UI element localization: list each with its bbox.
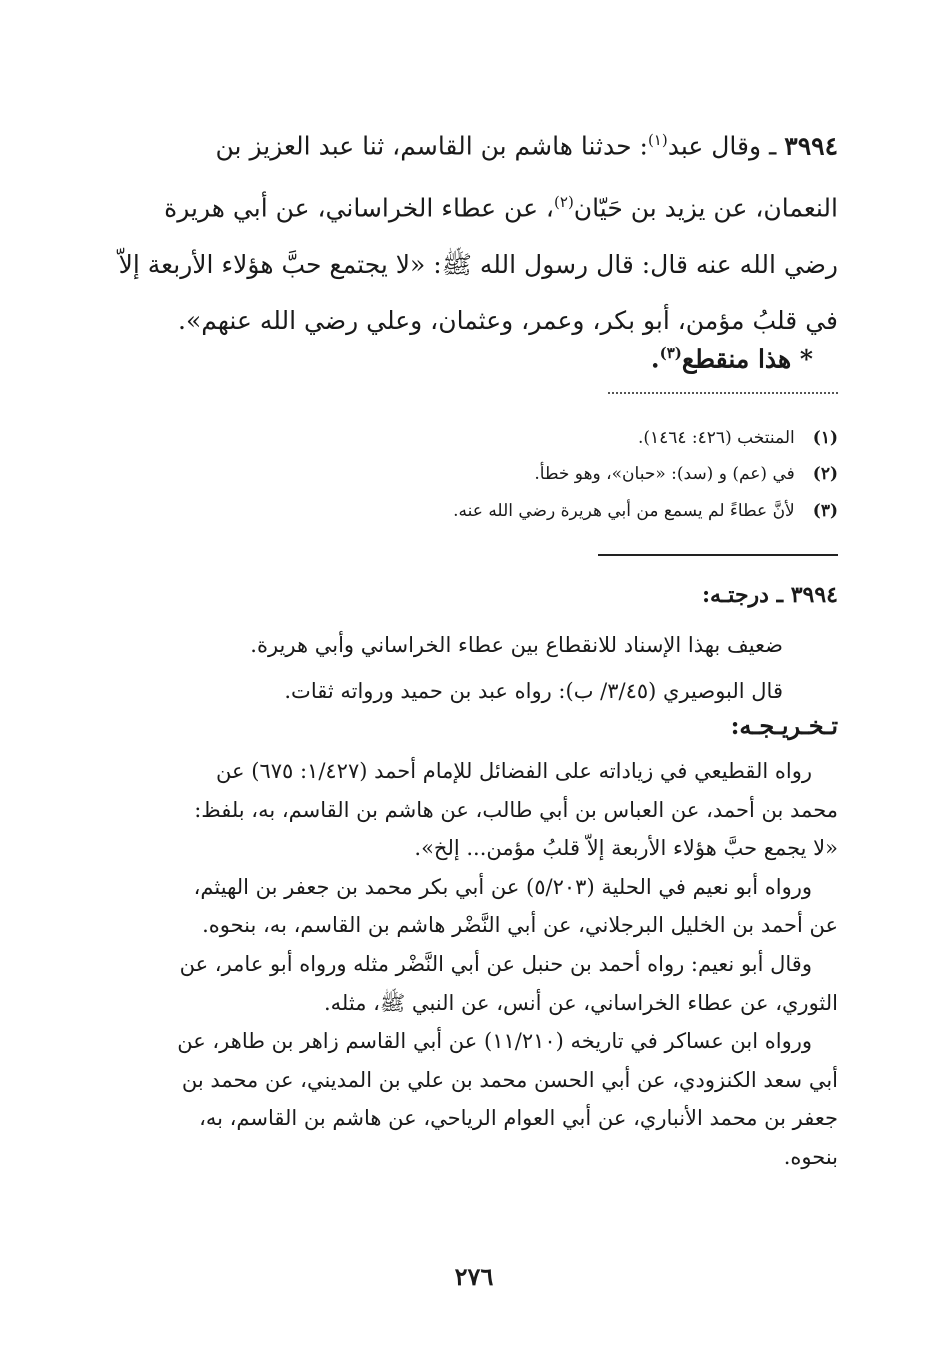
takhrij-line: عن أحمد بن الخليل البرجلاني، عن أبي النَّضْر هاشم بن القاسم، به، بنحوه. xyxy=(202,913,838,938)
takhrij-line: جعفر بن محمد الأنباري، عن أبي العوام الرياحي، عن هاشم بن القاسم، به، xyxy=(199,1106,838,1131)
hadith-number: ٣٩٩٤ xyxy=(784,131,838,161)
footnote: (٢)في (عم) و (سد): «حبان»، وهو خطأ. xyxy=(534,464,838,484)
footnote: (٣)لأنَّ عطاءً لم يسمع من أبي هريرة رضي الله عنه. xyxy=(453,501,838,521)
takhrij-line: ورواه ابن عساكر في تاريخه (١١/٢١٠) عن أبي القاسم زاهر بن طاهر، عن xyxy=(177,1029,812,1054)
takhrij-heading: تـخـريـجـه: xyxy=(730,711,838,740)
footnote-marker: (١) xyxy=(647,131,668,149)
hadith-line: ٣٩٩٤ ـ وقال عبد$^{(١)}$: حدثنا هاشم بن القاسم، ثنا عبد العزيز بن xyxy=(215,131,838,161)
grade-line: قال البوصيري (٣/٤٥/ ب): رواه عبد بن حميد ورواته ثقات. xyxy=(284,679,783,703)
takhrij-line: محمد بن أحمد، عن العباس بن أبي طالب، عن هاشم بن القاسم، به، بلفظ: xyxy=(194,797,838,822)
takhrij-line: بنحوه. xyxy=(783,1144,838,1169)
footnote-marker: (٢) xyxy=(554,193,574,212)
page-number: ٢٧٦ xyxy=(454,1262,494,1291)
hadith-text xyxy=(110,112,838,349)
footnote: (١)المنتخب (٤٢٦: ١٤٦٤). xyxy=(637,428,838,448)
section-divider xyxy=(598,554,838,556)
takhrij-line: الثوري، عن عطاء الخراساني، عن أنس، عن النبي ﷺ، مثله. xyxy=(323,990,838,1015)
takhrij-line: وقال أبو نعيم: رواه أحمد بن حنبل عن أبي النَّضْر مثله ورواه أبو عامر، عن xyxy=(179,951,812,976)
ruling: * هذا منقطع$^{(٣)}$. xyxy=(650,344,813,374)
takhrij-line: رواه القطيعي في زياداته على الفضائل للإمام أحمد (١/٤٢٧: ٦٧٥) عن xyxy=(216,759,812,783)
grade-text xyxy=(110,622,783,714)
takhrij-line: أبي سعد الكنزودي، عن أبي الحسن محمد بن علي بن المديني، عن محمد بن xyxy=(181,1067,838,1092)
grade-line: ضعيف بهذا الإسناد للانقطاع بين عطاء الخراساني وأبي هريرة. xyxy=(250,633,783,657)
hadith-line: النعمان، عن يزيد بن حَيّان$^{(٢)}$، عن عطاء الخراساني، عن أبي هريرة xyxy=(164,193,838,223)
takhrij-line: «لا يجمع حبَّ هؤلاء الأربعة إلاّ قلبُ مؤمن... إلخ». xyxy=(414,836,838,861)
takhrij-line: ورواه أبو نعيم في الحلية (٥/٢٠٣) عن أبي بكر محمد بن جعفر بن الهيثم، xyxy=(193,874,812,899)
footnote-marker: (٣) xyxy=(659,344,682,362)
footnote-separator xyxy=(608,392,838,394)
grade-heading: ٣٩٩٤ ـ درجتـه: xyxy=(701,582,838,608)
hadith-line: في قلبُ مؤمن، أبو بكر، وعمر، وعثمان، وعلي رضي الله عنهم». xyxy=(178,305,838,335)
hadith-line: رضي الله عنه قال: قال رسول الله ﷺ: «لا يجتمع حبَّ هؤلاء الأربعة إلاّ xyxy=(118,249,838,279)
takhrij-text xyxy=(110,752,838,1177)
